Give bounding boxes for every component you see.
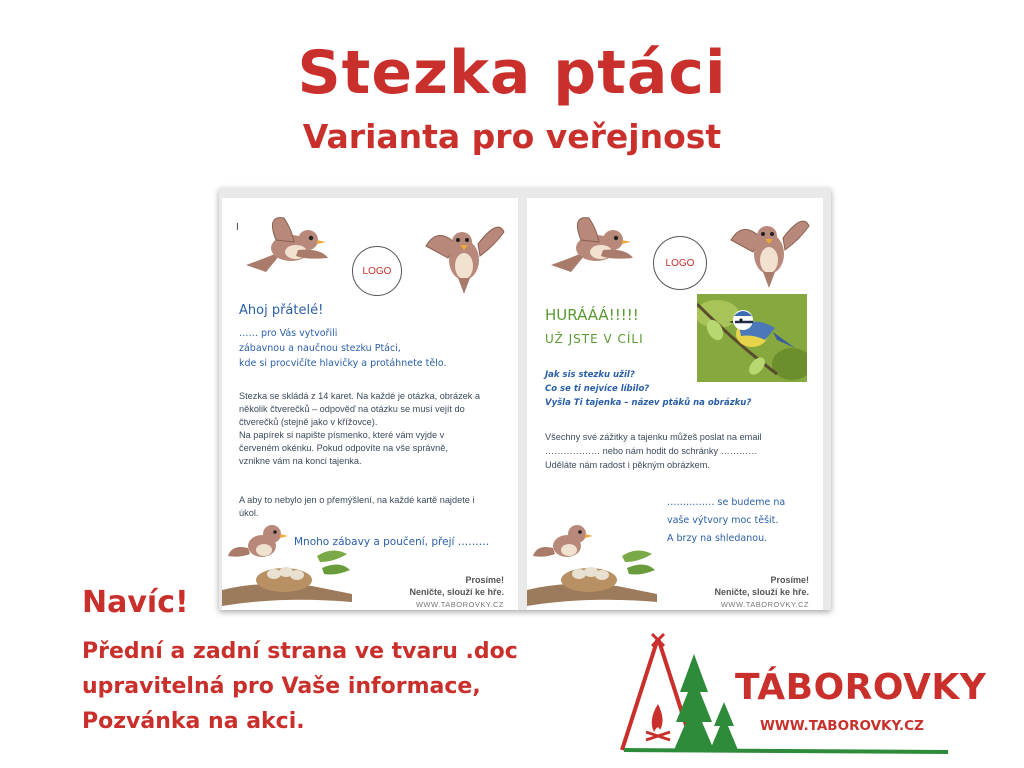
finish-heading: HURÁÁÁ!!!!! [545,306,639,324]
logo-placeholder: LOGO [352,246,402,296]
page-subtitle: Varianta pro veřejnost [302,117,722,156]
extra-title: Navíc! [82,585,189,620]
footer-note: Prosíme! Neničte, slouží ke hře. [409,575,504,597]
flying-bird-icon [236,210,331,280]
corner-mark: I [236,222,239,233]
front-page [222,198,518,610]
nest-icon [527,516,657,610]
flying-bird-icon [418,216,508,298]
contact-paragraph: Všechny své zážitky a tajenku můžeš poslat na email ……………… nebo nám hodit do schránky ………… Uděláte nám radost i pěkným obrázkem. [545,432,762,470]
greeting: Ahoj přátelé! [239,303,324,318]
brand-name: TÁBOROVKY [735,667,987,708]
rules-paragraph: Stezka se skládá z 14 karet. Na každé je otázka, obrázek a několik čtverečků – odpověď na otázku se musí vejít do čtverečků (stejně jako v křížovce). Na papírek si napište písmenko, které vám vyjde v červeném okénku. Pokud odpovíte na vše správně, vznikne vám na konci tajenka. [239,391,481,466]
footer-url: WWW.TABOROVKY.CZ [415,600,504,609]
logo-placeholder: LOGO [653,236,707,290]
back-page [527,198,823,610]
flying-bird-icon [723,210,813,292]
footer-url: WWW.TABOROVKY.CZ [720,600,809,609]
footer-note: Prosíme! Neničte, slouží ke hře. [714,575,809,597]
closing-line: Mnoho zábavy a poučení, přejí ……… [294,536,490,548]
extra-description: Přední a zadní strana ve tvaru .doc upravitelná pro Vaše informace, Pozvánka na akci. [82,639,518,734]
task-paragraph: A aby to nebylo jen o přemýšlení, na každé kartě najdete i úkol. [239,495,475,518]
finish-subheading: UŽ JSTE V CÍLI [545,332,644,346]
intro-text: …… pro Vás vytvořili zábavnou a naučnou stezku Ptáci, kde si procvičíte hlavičky a protáhnete tělo. [239,328,447,369]
document-preview [219,188,831,610]
nest-icon [222,516,352,610]
brand-url: WWW.TABOROVKY.CZ [760,718,924,734]
flying-bird-icon [541,210,636,280]
question-list: Jak sis stezku užil? Co se ti nejvíce líbilo? Vyšla Ti tajenka – název ptáků na obrázku? [545,370,752,408]
page-title: Stezka ptáci [297,38,727,108]
farewell-lines: …………… se budeme na vaše výtvory moc těšit. A brzy na shledanou. [667,497,786,544]
